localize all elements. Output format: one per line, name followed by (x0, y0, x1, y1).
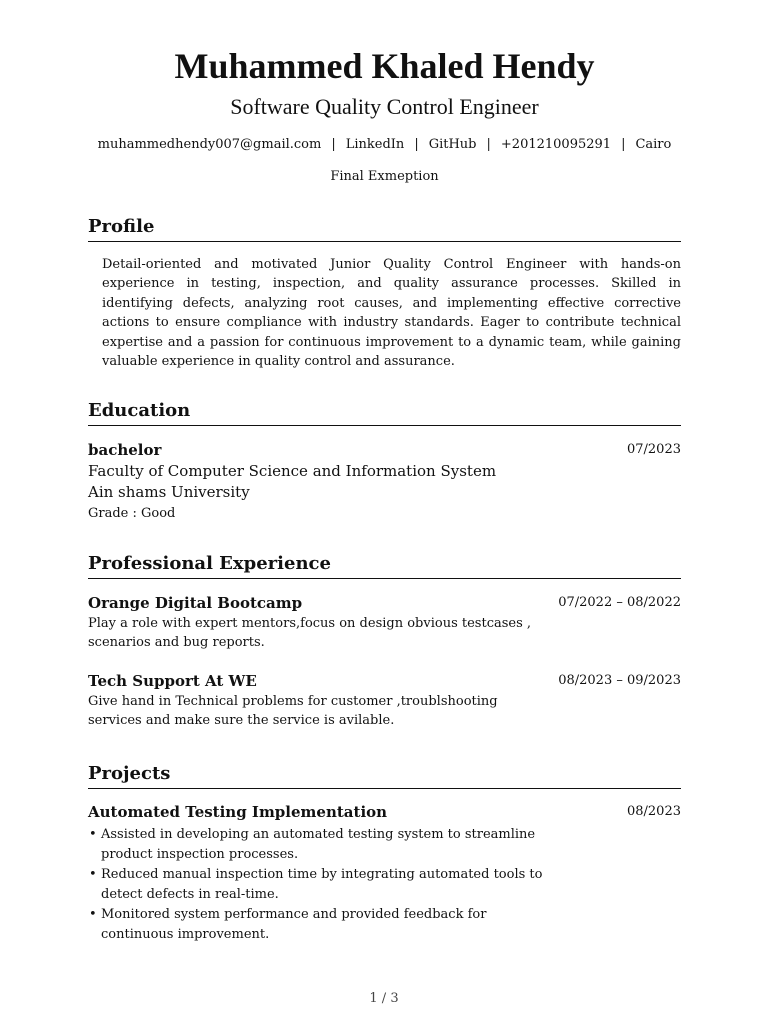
section-heading-profile: Profile (88, 214, 681, 242)
job-title: Software Quality Control Engineer (230, 94, 539, 119)
experience-date: 08/2023 – 09/2023 (558, 673, 681, 688)
experience-description: Give hand in Technical problems for customer ,troublshooting services and make sure the service is avilable. (88, 694, 498, 728)
education-entry (88, 439, 681, 523)
education-date: 07/2023 (626, 442, 681, 457)
contact-separator: | (486, 137, 491, 152)
company-name: Orange Digital Bootcamp (88, 594, 303, 612)
github-link[interactable]: GitHub (428, 137, 477, 152)
school-name: Faculty of Computer Science and Information System Ain shams University (88, 462, 497, 501)
experience-entry (88, 592, 681, 652)
grade: Grade : Good (88, 506, 176, 521)
experience-section (88, 551, 681, 579)
section-heading-experience: Professional Experience (88, 551, 681, 579)
contact-separator: | (621, 137, 626, 152)
project-date: 08/2023 (626, 804, 681, 819)
education-section (88, 398, 681, 426)
page-indicator: 1 / 3 (369, 991, 399, 1006)
contact-line (88, 136, 681, 154)
project-bullet: • Monitored system performance and provided feedback for continuous improvement. (101, 905, 551, 945)
project-name: Automated Testing Implementation (88, 803, 388, 821)
project-bullet: • Reduced manual inspection time by integrating automated tools to detect defects in real-time. (101, 865, 551, 905)
project-entry (88, 801, 681, 945)
section-heading-education: Education (88, 398, 681, 426)
section-heading-projects: Projects (88, 761, 681, 789)
projects-section (88, 761, 681, 789)
contact-separator: | (414, 137, 419, 152)
resume-page (88, 0, 681, 1024)
contact-separator: | (331, 137, 336, 152)
linkedin-link[interactable]: LinkedIn (345, 137, 405, 152)
phone-number: +201210095291 (500, 137, 612, 152)
experience-date: 07/2022 – 08/2022 (558, 595, 681, 610)
profile-section (88, 214, 681, 242)
candidate-name: Muhammed Khaled Hendy (174, 46, 595, 86)
header-note: Final Exmeption (330, 169, 439, 184)
company-name: Tech Support At WE (88, 672, 257, 690)
experience-description: Play a role with expert mentors,focus on design obvious testcases , scenarios and bug reports. (88, 616, 532, 650)
project-bullet: • Assisted in developing an automated testing system to streamline product inspection processes. (101, 825, 551, 865)
degree: bachelor (88, 441, 162, 459)
email-link[interactable]: muhammedhendy007@gmail.com (97, 137, 322, 152)
experience-entry (88, 670, 681, 730)
profile-summary: Detail-oriented and motivated Junior Quality Control Engineer with hands-on experience in testing, inspection, and quality assurance processes. Skilled in identifying defects, analyzing root causes, and implementing effective corrective actions to ensure compliance with industry standards. Eager to contribute technical expertise and a passion for continuous improvement to a dynamic team, while gaining valuable experience in quality control and assurance. (102, 257, 681, 370)
project-bullet-list (88, 825, 551, 945)
location: Cairo (635, 137, 672, 152)
